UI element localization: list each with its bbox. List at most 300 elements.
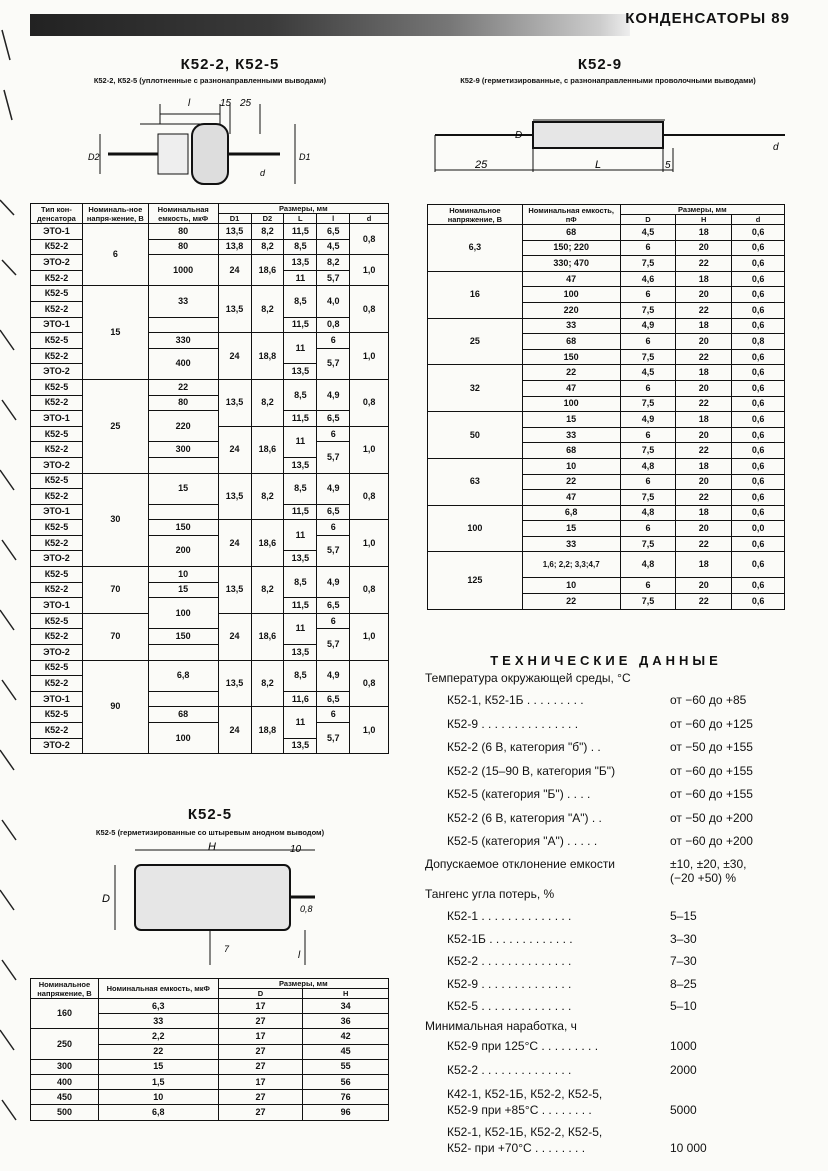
cell-D: 7,5 [620, 594, 676, 610]
cell-L: 11,5 [284, 224, 317, 240]
page-header-title: КОНДЕНСАТОРЫ 89 [625, 10, 790, 27]
cell-capacity: 1000 [148, 255, 218, 286]
cell-l: 5,7 [317, 348, 350, 379]
cell-capacity: 15 [522, 521, 620, 537]
cell-type: ЭТО-1 [31, 598, 83, 614]
cell-capacity: 1,5 [98, 1074, 218, 1089]
cell-d: 0,6 [732, 474, 785, 490]
dim-H: H [208, 841, 216, 853]
cell-capacity: 80 [148, 224, 218, 240]
cell-type: ЭТО-2 [31, 255, 83, 271]
cell-type: К52-2 [31, 395, 83, 411]
cell-H: 20 [676, 334, 732, 350]
cell-H: 55 [303, 1059, 389, 1074]
table-row [31, 999, 389, 1014]
cell-D1: 24 [218, 520, 251, 567]
cell-L: 11 [284, 333, 317, 364]
tech-tan-label: Тангенс угла потерь, % [425, 887, 555, 901]
cell-H: 22 [676, 594, 732, 610]
k52-5-col-capacity: Номинальная емкость, мкФ [98, 979, 218, 999]
cell-L: 11 [284, 520, 317, 551]
k52-2-5-title: К52-2, К52-5 [180, 56, 280, 73]
cell-l: 5,7 [317, 442, 350, 473]
k52-9-dim-25: 25 [475, 159, 488, 171]
tech-temp-item: К52-9 . . . . . . . . . . . . . . . [447, 716, 579, 731]
cell-d: 0,6 [732, 594, 785, 610]
cell-type: К52-2 [31, 239, 83, 255]
cell-H: 76 [303, 1090, 389, 1105]
cell-D: 4,6 [620, 271, 676, 287]
k52-9-dim-d: d [773, 142, 779, 153]
cell-l: 4,5 [317, 239, 350, 255]
cell-D: 4,8 [620, 458, 676, 474]
cell-D2: 8,2 [251, 567, 284, 614]
cell-l: 4,9 [317, 567, 350, 598]
cell-L: 13,5 [284, 645, 317, 661]
col-capacity: Номинальная емкость, мкФ [148, 204, 218, 224]
dim-d2: D2 [88, 152, 100, 162]
cell-d: 0,8 [350, 224, 389, 255]
cell-voltage: 500 [31, 1105, 99, 1120]
cell-type: К52-2 [31, 348, 83, 364]
cell-d: 0,6 [732, 256, 785, 272]
cell-type: К52-5 [31, 473, 83, 489]
cell-type: ЭТО-1 [31, 411, 83, 427]
cell-d: 0,6 [732, 271, 785, 287]
cell-type: К52-5 [31, 567, 83, 583]
cell-l: 4,9 [317, 379, 350, 410]
k52-5-drawing [90, 840, 330, 970]
cell-H: 20 [676, 240, 732, 256]
k52-9-col-sizes: Размеры, мм [620, 205, 784, 215]
cell-D1: 13,8 [218, 239, 251, 255]
cell-H: 22 [676, 302, 732, 318]
cell-L: 11 [284, 707, 317, 738]
cell-D: 7,5 [620, 396, 676, 412]
k52-9-dim-5: 5 [665, 160, 671, 171]
cell-H: 22 [676, 443, 732, 459]
cell-l: 6 [317, 707, 350, 723]
k52-9-subtitle: К52-9 (герметизированные, с разнонаправленными проволочными выводами) [460, 76, 756, 85]
cell-d: 1,0 [350, 613, 389, 660]
cell-D2: 18,8 [251, 707, 284, 754]
col-sizes: Размеры, мм [218, 204, 388, 214]
tech-life-item-line2: К52- при +70°С . . . . . . . . [447, 1141, 586, 1155]
tech-life-value: 5000 [670, 1103, 697, 1117]
tech-tan-item: К52-1Б . . . . . . . . . . . . . [447, 931, 573, 946]
cell-type: К52-5 [31, 520, 83, 536]
cell-D: 27 [218, 1105, 303, 1120]
cell-capacity: 200 [148, 535, 218, 566]
tech-tan-value: 5–15 [670, 909, 697, 923]
cell-type: К52-5 [31, 333, 83, 349]
cell-type: ЭТО-1 [31, 504, 83, 520]
cell-d: 0,6 [732, 225, 785, 241]
cell-capacity: 22 [522, 365, 620, 381]
cell-capacity: 33 [522, 536, 620, 552]
cell-voltage: 90 [82, 660, 148, 754]
dim-l: l [188, 98, 191, 109]
cell-capacity [148, 504, 218, 520]
cell-type: ЭТО-2 [31, 457, 83, 473]
cell-voltage: 300 [31, 1059, 99, 1074]
tech-life-value: 10 000 [670, 1141, 707, 1155]
cell-D: 6 [620, 521, 676, 537]
cell-D1: 24 [218, 707, 251, 754]
cell-capacity: 6,8 [522, 505, 620, 521]
cell-D1: 24 [218, 255, 251, 286]
cell-D: 7,5 [620, 443, 676, 459]
cell-type: К52-5 [31, 286, 83, 302]
col-d: d [350, 214, 389, 224]
cell-d: 0,6 [732, 412, 785, 428]
dim-7: 7 [224, 944, 230, 954]
cell-d: 0,6 [732, 458, 785, 474]
cell-D2: 8,2 [251, 660, 284, 707]
cell-capacity: 80 [148, 239, 218, 255]
cell-type: ЭТО-2 [31, 364, 83, 380]
cell-d: 1,0 [350, 255, 389, 286]
cell-L: 8,5 [284, 660, 317, 691]
cell-voltage: 450 [31, 1090, 99, 1105]
tech-life-label: Минимальная наработка, ч [425, 1019, 577, 1033]
cell-H: 22 [676, 256, 732, 272]
cell-D: 4,8 [620, 552, 676, 578]
cell-H: 18 [676, 225, 732, 241]
table-row [31, 1090, 389, 1105]
dim-l2: l [298, 950, 301, 961]
cell-L: 13,5 [284, 364, 317, 380]
k52-9-col-voltage: Номинальное напряжение, В [428, 205, 523, 225]
cell-capacity: 22 [98, 1044, 218, 1059]
cell-L: 11,5 [284, 411, 317, 427]
cell-D: 17 [218, 1029, 303, 1044]
tech-tan-value: 3–30 [670, 931, 697, 946]
cell-D2: 8,2 [251, 286, 284, 333]
cell-D: 4,5 [620, 365, 676, 381]
cell-capacity: 15 [148, 582, 218, 598]
cell-D: 27 [218, 1090, 303, 1105]
cell-capacity: 22 [522, 474, 620, 490]
cell-capacity: 15 [148, 473, 218, 504]
tech-tol-value: ±10, ±20, ±30, [670, 857, 747, 871]
table-row [31, 224, 389, 240]
cell-L: 8,5 [284, 567, 317, 598]
cell-H: 42 [303, 1029, 389, 1044]
cell-H: 20 [676, 427, 732, 443]
cell-d: 0,8 [350, 286, 389, 333]
cell-L: 11 [284, 426, 317, 457]
cell-D1: 13,5 [218, 473, 251, 520]
tech-data [425, 670, 805, 1160]
cell-l: 6,5 [317, 598, 350, 614]
cell-type: К52-2 [31, 535, 83, 551]
cell-H: 22 [676, 490, 732, 506]
tech-temp-item: К52-2 (15–90 В, категория "Б") [447, 763, 616, 778]
cell-capacity: 300 [148, 442, 218, 458]
cell-voltage: 25 [428, 318, 523, 365]
table-row [428, 412, 785, 428]
cell-d: 0,8 [350, 567, 389, 614]
tech-title: ТЕХНИЧЕСКИЕ ДАННЫЕ [490, 653, 722, 668]
tech-temp-item: К52-1, К52-1Б . . . . . . . . . [447, 693, 584, 707]
tech-temp-value: от −50 до +200 [670, 810, 753, 825]
cell-D2: 18,6 [251, 613, 284, 660]
cell-capacity: 1,6; 2,2; 3,3;4,7 [522, 552, 620, 578]
cell-capacity: 400 [148, 348, 218, 379]
col-D2: D2 [251, 214, 284, 224]
tech-life-item: К52-1, К52-1Б, К52-2, К52-5, [447, 1125, 603, 1139]
cell-D: 6 [620, 240, 676, 256]
cell-capacity: 150 [522, 349, 620, 365]
cell-D1: 13,5 [218, 224, 251, 240]
cell-H: 45 [303, 1044, 389, 1059]
cell-L: 13,5 [284, 738, 317, 754]
tech-temp-item: К52-2 (6 В, категория "б") . . [447, 740, 601, 754]
cell-L: 13,5 [284, 255, 317, 271]
cell-capacity: 100 [522, 396, 620, 412]
cell-capacity: 15 [522, 412, 620, 428]
dim-d: d [260, 168, 266, 178]
tech-temp-value: от −60 до +155 [670, 787, 753, 801]
cell-voltage: 6 [82, 224, 148, 286]
cell-D: 4,5 [620, 225, 676, 241]
dim-15: 15 [220, 98, 232, 109]
cell-voltage: 50 [428, 412, 523, 459]
cell-type: К52-5 [31, 426, 83, 442]
tech-temp-value: от −60 до +200 [670, 834, 753, 848]
table-row [428, 458, 785, 474]
cell-l: 6,5 [317, 691, 350, 707]
cell-L: 11 [284, 613, 317, 644]
col-l: l [317, 214, 350, 224]
cell-capacity: 47 [522, 380, 620, 396]
cell-d: 0,6 [732, 505, 785, 521]
cell-D: 6 [620, 334, 676, 350]
cell-capacity: 10 [522, 578, 620, 594]
cell-d: 0,6 [732, 318, 785, 334]
cell-capacity: 22 [148, 379, 218, 395]
cell-capacity: 330 [148, 333, 218, 349]
cell-L: 8,5 [284, 286, 317, 317]
table-row [31, 379, 389, 395]
cell-voltage: 70 [82, 613, 148, 660]
cell-capacity: 15 [98, 1059, 218, 1074]
cell-capacity: 150 [148, 520, 218, 536]
cell-l: 5,7 [317, 270, 350, 286]
cell-H: 18 [676, 458, 732, 474]
cell-d: 1,0 [350, 426, 389, 473]
tech-life-item: К52-9 при 125°С . . . . . . . . . [447, 1039, 599, 1053]
cell-voltage: 125 [428, 552, 523, 609]
cell-d: 0,6 [732, 396, 785, 412]
cell-voltage: 6,3 [428, 225, 523, 272]
cell-d: 0,6 [732, 490, 785, 506]
tech-temp-value: от −60 до +125 [670, 716, 753, 731]
col-L: L [284, 214, 317, 224]
tech-temp-label: Температура окружающей среды, °С [425, 671, 631, 685]
cell-H: 96 [303, 1105, 389, 1120]
cell-D: 17 [218, 1074, 303, 1089]
k52-5-col-H: H [303, 989, 389, 999]
cell-l: 5,7 [317, 629, 350, 660]
tech-tol-value2: (−20 +50) % [670, 871, 737, 885]
table-row [31, 1074, 389, 1089]
cell-l: 6,5 [317, 504, 350, 520]
cell-L: 11,6 [284, 691, 317, 707]
cell-d: 0,6 [732, 380, 785, 396]
cell-type: ЭТО-1 [31, 317, 83, 333]
cell-d: 0,0 [732, 521, 785, 537]
cell-type: К52-2 [31, 676, 83, 692]
cell-capacity: 2,2 [98, 1029, 218, 1044]
cell-l: 6 [317, 613, 350, 629]
cell-capacity: 10 [148, 567, 218, 583]
cell-L: 11,5 [284, 317, 317, 333]
cell-l: 6 [317, 333, 350, 349]
table-row [428, 505, 785, 521]
cell-D: 27 [218, 1044, 303, 1059]
cell-voltage: 15 [82, 286, 148, 380]
cell-H: 22 [676, 349, 732, 365]
cell-D1: 13,5 [218, 567, 251, 614]
cell-L: 13,5 [284, 551, 317, 567]
cell-D: 7,5 [620, 302, 676, 318]
table-row [428, 271, 785, 287]
cell-type: К52-2 [31, 582, 83, 598]
tech-tan-value: 7–30 [670, 954, 697, 968]
cell-capacity: 68 [522, 334, 620, 350]
k52-9-dim-D: D [515, 130, 523, 141]
cell-d: 0,8 [350, 660, 389, 707]
cell-voltage: 16 [428, 271, 523, 318]
cell-capacity: 100 [148, 598, 218, 629]
cell-type: К52-2 [31, 270, 83, 286]
cell-H: 20 [676, 474, 732, 490]
cell-type: К52-5 [31, 707, 83, 723]
table-row [31, 1029, 389, 1044]
cell-D2: 8,2 [251, 239, 284, 255]
cell-D2: 18,8 [251, 333, 284, 380]
cell-capacity [148, 457, 218, 473]
cell-l: 0,8 [317, 317, 350, 333]
cell-voltage: 400 [31, 1074, 99, 1089]
header-bar [30, 14, 630, 36]
col-D1: D1 [218, 214, 251, 224]
cell-type: ЭТО-1 [31, 224, 83, 240]
cell-L: 11,5 [284, 598, 317, 614]
table-row [428, 318, 785, 334]
cell-D2: 8,2 [251, 224, 284, 240]
cell-l: 4,9 [317, 660, 350, 691]
k52-2-5-drawing [80, 94, 320, 194]
cell-l: 6 [317, 426, 350, 442]
tech-temp-item: К52-2 (6 В, категория "А") . . [447, 810, 602, 825]
cell-type: К52-2 [31, 629, 83, 645]
cell-D: 7,5 [620, 536, 676, 552]
cell-type: К52-2 [31, 723, 83, 739]
cell-d: 0,8 [350, 379, 389, 426]
cell-l: 6,5 [317, 411, 350, 427]
cell-D: 27 [218, 1059, 303, 1074]
cell-capacity: 33 [98, 1014, 218, 1029]
cell-d: 0,8 [732, 334, 785, 350]
cell-d: 0,6 [732, 302, 785, 318]
table-row [428, 365, 785, 381]
table-row [31, 1105, 389, 1120]
cell-d: 0,6 [732, 365, 785, 381]
k52-9-col-capacity: Номинальная емкость, пФ [522, 205, 620, 225]
cell-voltage: 30 [82, 473, 148, 567]
col-type: Тип кон-денсатора [31, 204, 83, 224]
cell-L: 11 [284, 270, 317, 286]
cell-D: 6 [620, 427, 676, 443]
cell-d: 0,6 [732, 552, 785, 578]
cell-capacity: 6,8 [98, 1105, 218, 1120]
cell-D: 17 [218, 999, 303, 1014]
cell-L: 8,5 [284, 379, 317, 410]
cell-l: 4,9 [317, 473, 350, 504]
tech-tan-value: 5–10 [670, 999, 697, 1013]
cell-H: 20 [676, 287, 732, 303]
cell-capacity: 68 [522, 443, 620, 459]
cell-d: 1,0 [350, 707, 389, 754]
cell-capacity [148, 691, 218, 707]
cell-D: 6 [620, 380, 676, 396]
cell-D: 4,8 [620, 505, 676, 521]
cell-voltage: 25 [82, 379, 148, 473]
cell-capacity: 47 [522, 490, 620, 506]
cell-type: ЭТО-2 [31, 551, 83, 567]
cell-H: 20 [676, 521, 732, 537]
cell-D2: 8,2 [251, 379, 284, 426]
tech-life-item: К42-1, К52-1Б, К52-2, К52-5, [447, 1087, 603, 1101]
cell-capacity [148, 645, 218, 661]
cell-l: 6,5 [317, 224, 350, 240]
cell-D1: 13,5 [218, 379, 251, 426]
table-row [428, 552, 785, 578]
cell-H: 18 [676, 552, 732, 578]
cell-voltage: 250 [31, 1029, 99, 1059]
cell-D: 6 [620, 287, 676, 303]
cell-d: 0,6 [732, 349, 785, 365]
dim-D: D [102, 893, 110, 905]
cell-H: 20 [676, 578, 732, 594]
tech-temp-value: от −60 до +85 [670, 693, 747, 707]
table-row [31, 660, 389, 676]
dim-10: 10 [290, 844, 302, 855]
tech-temp-value: от −50 до +155 [670, 740, 753, 754]
cell-type: К52-5 [31, 660, 83, 676]
cell-D1: 24 [218, 333, 251, 380]
cell-capacity: 47 [522, 271, 620, 287]
tech-tan-item: К52-2 . . . . . . . . . . . . . . [447, 954, 572, 968]
dim-08: 0,8 [300, 904, 313, 914]
cell-type: К52-2 [31, 489, 83, 505]
k52-9-title: К52-9 [577, 56, 623, 73]
cell-capacity: 10 [522, 458, 620, 474]
cell-D: 4,9 [620, 412, 676, 428]
k52-5-col-voltage: Номинальное напряжение, В [31, 979, 99, 999]
cell-d: 1,0 [350, 333, 389, 380]
k52-9-col-H: H [676, 215, 732, 225]
cell-H: 18 [676, 412, 732, 428]
cell-L: 11,5 [284, 504, 317, 520]
k52-5-subtitle: К52-5 (герметизированные со штыревым анодном выводом) [95, 828, 325, 837]
cell-D1: 24 [218, 613, 251, 660]
cell-d: 0,6 [732, 427, 785, 443]
cell-D2: 18,6 [251, 520, 284, 567]
